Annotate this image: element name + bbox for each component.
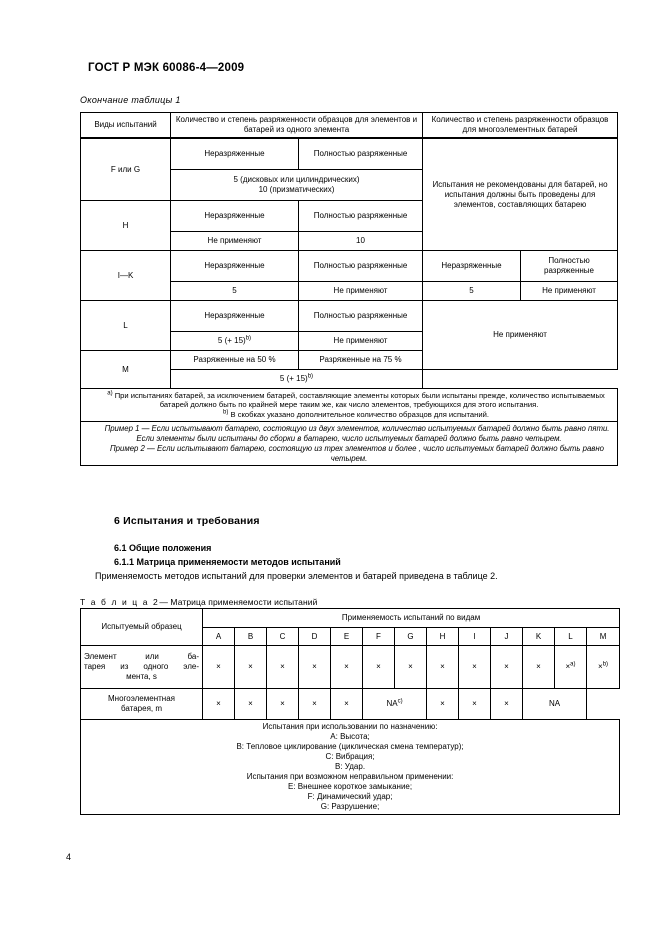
table1-caption: Окончание таблицы 1	[80, 95, 181, 105]
table2-cell-s-C: ×	[267, 646, 299, 689]
table2-multicell-label-line-1: Многоэлементная	[108, 694, 175, 703]
table2-footnote-line-7: E: Внешнее короткое замыкание;	[287, 782, 413, 791]
table1-header-multicell: Количество и степень разряженности образцов для многоэлементных батарей	[423, 113, 618, 139]
table1-cell-l-value-right: Не применяют	[299, 332, 423, 351]
table1-fg-count-line1: 5 (дисковых или цилиндрических)	[233, 175, 360, 184]
table2-cell-m-FG-na	[363, 689, 427, 720]
table2-cell-s-E: ×	[331, 646, 363, 689]
table1-l-value-text: 5 (+ 15)	[217, 336, 246, 345]
table2-cell-m-I: ×	[459, 689, 491, 720]
table1-m-value-text: 5 (+ 15)	[279, 374, 308, 383]
table2-cell-m-J: ×	[491, 689, 523, 720]
table2-cell-m-FG-na-superscript: c)	[397, 698, 403, 705]
table2-col-J: J	[491, 628, 523, 646]
table2-cell-m-D: ×	[299, 689, 331, 720]
table2-header-sample: Испытуемый образец	[81, 609, 203, 646]
table2-cell-s-J: ×	[491, 646, 523, 689]
table2-header-group: Применяемость испытаний по видам	[203, 609, 620, 628]
table1-cell-m-75: Разряженные на 75 %	[299, 351, 423, 370]
table1-cell-h-value-right: 10	[299, 232, 423, 251]
table2-header-group-row	[81, 609, 620, 628]
page-number: 4	[66, 852, 72, 862]
table1-footnotes	[81, 389, 618, 422]
table2-footnote-line-5: B: Удар.	[335, 762, 366, 771]
table2-col-B: B	[235, 628, 267, 646]
table1-cell-fg-span-counts	[171, 170, 423, 201]
table2-cell-s-M-mark: ×	[598, 662, 603, 671]
table2-cell-s-M-superscript: b)	[602, 661, 609, 668]
table1-cell-l-value-left	[171, 332, 299, 351]
table1-cell-test-type-l: L	[81, 301, 171, 351]
table2-footnote-line-4: C: Вибрация;	[325, 752, 375, 761]
table2-cell-s-F: ×	[363, 646, 395, 689]
table1-cell-fg-undischarged: Неразряженные	[171, 138, 299, 170]
table2-footnote-line-3: B: Тепловое циклирование (циклическая смена температур);	[236, 742, 464, 751]
table2-footnote-line-6: Испытания при возможном неправильном применении:	[246, 772, 454, 781]
table2-cell-s-H: ×	[427, 646, 459, 689]
table2-col-D: D	[299, 628, 331, 646]
table2-footnotes-row	[81, 720, 620, 815]
table2-cell-m-H: ×	[427, 689, 459, 720]
table1-cell-h-undischarged: Неразряженные	[171, 201, 299, 232]
table2-col-F: F	[363, 628, 395, 646]
table1-cell-ik-value-left: 5	[171, 282, 299, 301]
table2-col-L: L	[555, 628, 587, 646]
table2-cell-s-K: ×	[523, 646, 555, 689]
table1-examples	[81, 422, 618, 466]
table2-cell-s-L	[555, 646, 587, 689]
table2-cell-m-LM-na: NA	[523, 689, 587, 720]
table2-container	[80, 608, 617, 815]
table1-cell-ik-multi-discharged: Полностью разряженные	[521, 251, 618, 282]
table2-cell-s-B: ×	[235, 646, 267, 689]
table2-col-I: I	[459, 628, 491, 646]
table2-col-G: G	[395, 628, 427, 646]
table1	[80, 112, 618, 466]
table2-cell-s-M	[587, 646, 620, 689]
table1-cell-test-type-fg: F или G	[81, 138, 171, 201]
table1-cell-m-50: Разряженные на 50 %	[171, 351, 299, 370]
table2-cell-m-A: ×	[203, 689, 235, 720]
table2-cell-m-C: ×	[267, 689, 299, 720]
table1-cell-ik-multi-value-left: 5	[423, 282, 521, 301]
table1-cell-lm-multicell-value: Не применяют	[423, 301, 618, 370]
table2-col-K: K	[523, 628, 555, 646]
table1-cell-ik-discharged: Полностью разряженные	[299, 251, 423, 282]
table1-container	[80, 112, 617, 466]
table2-cell-s-I: ×	[459, 646, 491, 689]
table1-footnote-b-marker: b)	[223, 409, 229, 416]
section-paragraph: Применяемость методов испытаний для проверки элементов и батарей приведена в таблице 2.	[95, 571, 498, 581]
table1-footnote-a	[84, 391, 614, 410]
table1-cell-ik-undischarged: Неразряженные	[171, 251, 299, 282]
table1-header-single-cell: Количество и степень разряженности образцов для элементов и батарей из одного элемента	[171, 113, 423, 139]
standard-identifier: ГОСТ Р МЭК 60086-4—2009	[88, 62, 245, 74]
table2-cell-s-L-mark: ×	[565, 662, 571, 671]
table1-cell-test-type-h: H	[81, 201, 171, 251]
table2-footnote-line-9: G: Разрушение;	[320, 802, 380, 811]
table1-cell-fg-discharged: Полностью разряженные	[299, 138, 423, 170]
table1-row-fg	[81, 138, 618, 170]
section-heading-6: 6 Испытания и требования	[114, 515, 260, 527]
table1-cell-fg-multicell-note: Испытания не рекомендованы для батарей, но испытания должны быть проведены для элементов, составляющих батарею	[423, 138, 618, 251]
table1-row-ik	[81, 251, 618, 282]
table1-cell-h-discharged: Полностью разряженные	[299, 201, 423, 232]
table1-example-2: Пример 2 — Если испытывают батарею, состоящую из трех элементов и более , число испытуемых батарей должно быть равно четырем.	[110, 443, 604, 463]
table2-row-label-multicell	[81, 689, 203, 720]
table2-col-E: E	[331, 628, 363, 646]
table1-footnote-b-text: В скобках указано дополнительное количество образцов для испытаний.	[230, 409, 489, 419]
table2-cell-m-FG-na-text: NA	[386, 699, 398, 708]
table1-example-1: Пример 1 — Если испытывают батарею, состоящую из двух элементов, количество испытуемых батарей должно быть равно пяти. Если элементы были испытаны до сборки в батарею, число испытуемых батарей должно быть равно четырем.	[104, 424, 610, 444]
table2-col-C: C	[267, 628, 299, 646]
section-heading-6-1: 6.1 Общие положения	[114, 543, 212, 553]
table1-header-test-type: Виды испытаний	[81, 113, 171, 139]
table1-cell-ik-value-right: Не применяют	[299, 282, 423, 301]
table2-footnotes	[81, 720, 620, 815]
table2-cell-m-B: ×	[235, 689, 267, 720]
table1-row-l	[81, 301, 618, 332]
table1-cell-l-undischarged: Неразряженные	[171, 301, 299, 332]
table1-cell-ik-multi-value-right: Не применяют	[521, 282, 618, 301]
table1-cell-test-type-m: M	[81, 351, 171, 389]
table2-row-label-single-cell	[81, 646, 203, 689]
table2-row-multicell	[81, 689, 620, 720]
table1-footnote-a-marker: a)	[107, 390, 113, 397]
table2-cell-m-E: ×	[331, 689, 363, 720]
table2-caption-text: — Матрица применяемости испытаний	[159, 597, 318, 607]
table2-label-line-3: мента, s	[126, 672, 157, 681]
table2-col-M: M	[587, 628, 620, 646]
table1-footnotes-row	[81, 389, 618, 422]
table1-cell-test-type-ik: I—K	[81, 251, 171, 301]
table2-label-line-1: Элемент или ба-	[84, 652, 199, 661]
table1-cell-l-discharged: Полностью разряженные	[299, 301, 423, 332]
section-heading-6-1-1: 6.1.1 Матрица применяемости методов испытаний	[114, 557, 341, 567]
table2-cell-s-L-superscript: a)	[570, 661, 576, 668]
table2-col-A: A	[203, 628, 235, 646]
table1-cell-h-value-left: Не применяют	[171, 232, 299, 251]
table1-footnote-b	[84, 410, 614, 419]
table2	[80, 608, 620, 815]
table1-header-row	[81, 113, 618, 139]
table2-footnote-line-2: A: Высота;	[330, 732, 370, 741]
table1-cell-m-span-value	[171, 370, 423, 389]
table2-cell-s-A: ×	[203, 646, 235, 689]
table2-caption-prefix: Т а б л и ц а 2	[80, 597, 160, 607]
table1-footnote-a-text: При испытаниях батарей, за исключением батарей, составляющие элементы которых были испытаны прежде, количество испытываемых батарей должно быть по крайней мере таким же, как число элементов, требующихся для этого испытания.	[114, 391, 605, 410]
table2-col-H: H	[427, 628, 459, 646]
table2-row-single-cell	[81, 646, 620, 689]
table1-fg-count-line2: 10 (призматических)	[258, 185, 335, 194]
table2-footnote-line-8: F: Динамический удар;	[307, 792, 393, 801]
table1-examples-row	[81, 422, 618, 466]
table2-cell-s-G: ×	[395, 646, 427, 689]
table1-m-value-superscript: b)	[307, 373, 314, 380]
table2-footnote-line-1: Испытания при использовании по назначению:	[262, 722, 438, 731]
table1-l-value-superscript: b)	[245, 335, 252, 342]
table2-label-line-2: тарея из одного эле-	[84, 662, 199, 671]
table2-caption	[80, 597, 318, 607]
table1-cell-ik-multi-undischarged: Неразряженные	[423, 251, 521, 282]
table2-multicell-label-line-2: батарея, m	[120, 704, 163, 713]
table2-cell-s-D: ×	[299, 646, 331, 689]
